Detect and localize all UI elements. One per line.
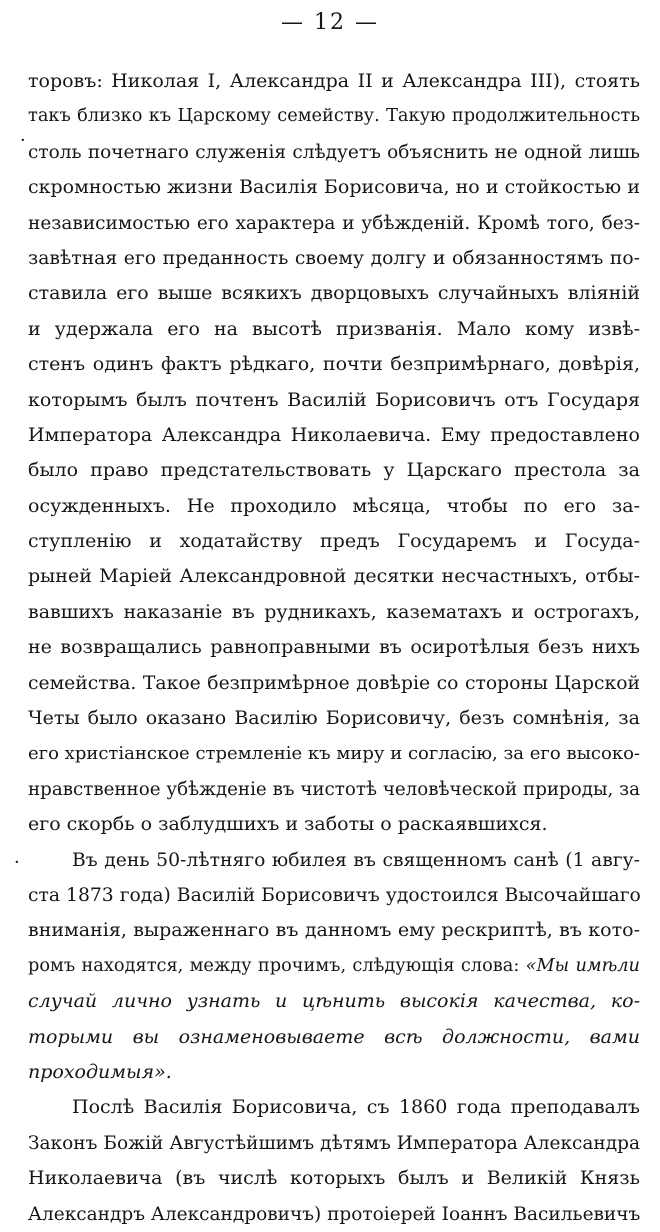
text-line: было право предстательствовать у Царскаго престола за (28, 459, 640, 482)
text-line: рыней Маріей Александровной десятки несчастныхъ, отбы- (28, 565, 640, 588)
text-line (28, 949, 640, 984)
text-line: Законъ Божій Августѣйшимъ дѣтямъ Императора Александра (28, 1132, 640, 1154)
quote-line: торыми вы ознаменовываете всѣ должности, вами (28, 1025, 640, 1048)
text-line: стенъ одинъ фактъ рѣдкаго, почти безпримѣрнаго, довѣрія, (28, 353, 640, 376)
text-line: такъ близко къ Царскому семейству. Такую продолжительность (28, 106, 640, 127)
quote-segment: «Мы имѣли (525, 955, 640, 976)
text-line: его христіанское стремленіе къ миру и согласію, за его высоко- (28, 743, 640, 765)
text-line: вниманія, выраженнаго въ данномъ ему рескриптѣ, въ кото- (28, 919, 640, 942)
text-line: нравственное убѣжденіе въ чистотѣ человѣческой природы, за (28, 778, 640, 800)
text-line: ста 1873 года) Василій Борисовичъ удостоился Высочайшаго (28, 884, 641, 906)
margin-tick-mark: · (20, 130, 26, 151)
quote-line: проходимыя». (28, 1060, 172, 1083)
text-line: ставила его выше всякихъ дворцовыхъ случайныхъ вліяній (28, 282, 640, 305)
text-line: вавшихъ наказаніе въ рудникахъ, казематахъ и острогахъ, (28, 600, 640, 623)
text-line: семейства. Такое безпримѣрное довѣріе со стороны Царской (28, 672, 640, 694)
text-line: торовъ: Николая I, Александра II и Александра III), стоять (28, 70, 640, 92)
text-segment: ромъ находятся, между прочимъ, слѣдующія слова: (28, 955, 520, 976)
text-line: Послѣ Василія Борисовича, съ 1860 года преподавалъ (72, 1096, 640, 1119)
text-line: Въ день 50-лѣтняго юбилея въ священномъ санѣ (1 авгу- (72, 849, 640, 871)
text-line: Николаевича (въ числѣ которыхъ былъ и Великій Князь (28, 1167, 640, 1190)
text-line: не возвращались равноправными въ осиротѣлыя безъ нихъ (28, 636, 640, 659)
text-line: осужденныхъ. Не проходило мѣсяца, чтобы по его за- (28, 494, 640, 517)
text-line: Императора Александра Николаевича. Ему предоставлено (28, 423, 640, 446)
page-number: — 12 — (281, 10, 379, 35)
text-line: независимостью его характера и убѣжденій. Кромѣ того, без- (28, 212, 640, 234)
text-line: его скорбь о заблудшихъ и заботы о раскаявшихся. (28, 813, 548, 836)
text-line: Александръ Александровичъ) протоіерей Іоаннъ Васильевичъ (28, 1203, 641, 1225)
text-line: Четы было оказано Василію Борисовичу, безъ сомнѣнія, за (28, 707, 640, 730)
text-line: и удержала его на высотѣ призванія. Мало кому извѣ- (28, 317, 640, 340)
margin-tick-mark: · (14, 852, 20, 873)
text-line: скромностью жизни Василія Борисовича, но и стойкостью и (28, 176, 640, 199)
text-line: столь почетнаго служенія слѣдуетъ объяснить не одной лишь (28, 141, 640, 163)
text-line: которымъ былъ почтенъ Василій Борисовичъ отъ Государя (28, 388, 640, 411)
quote-line: случай лично узнать и цѣнить высокія качества, ко- (28, 990, 640, 1013)
text-block (28, 64, 640, 1232)
text-line: ступленію и ходатайству предъ Государемъ и Госуда- (28, 530, 640, 553)
text-line: завѣтная его преданность своему долгу и обязанностямъ по- (28, 247, 640, 269)
